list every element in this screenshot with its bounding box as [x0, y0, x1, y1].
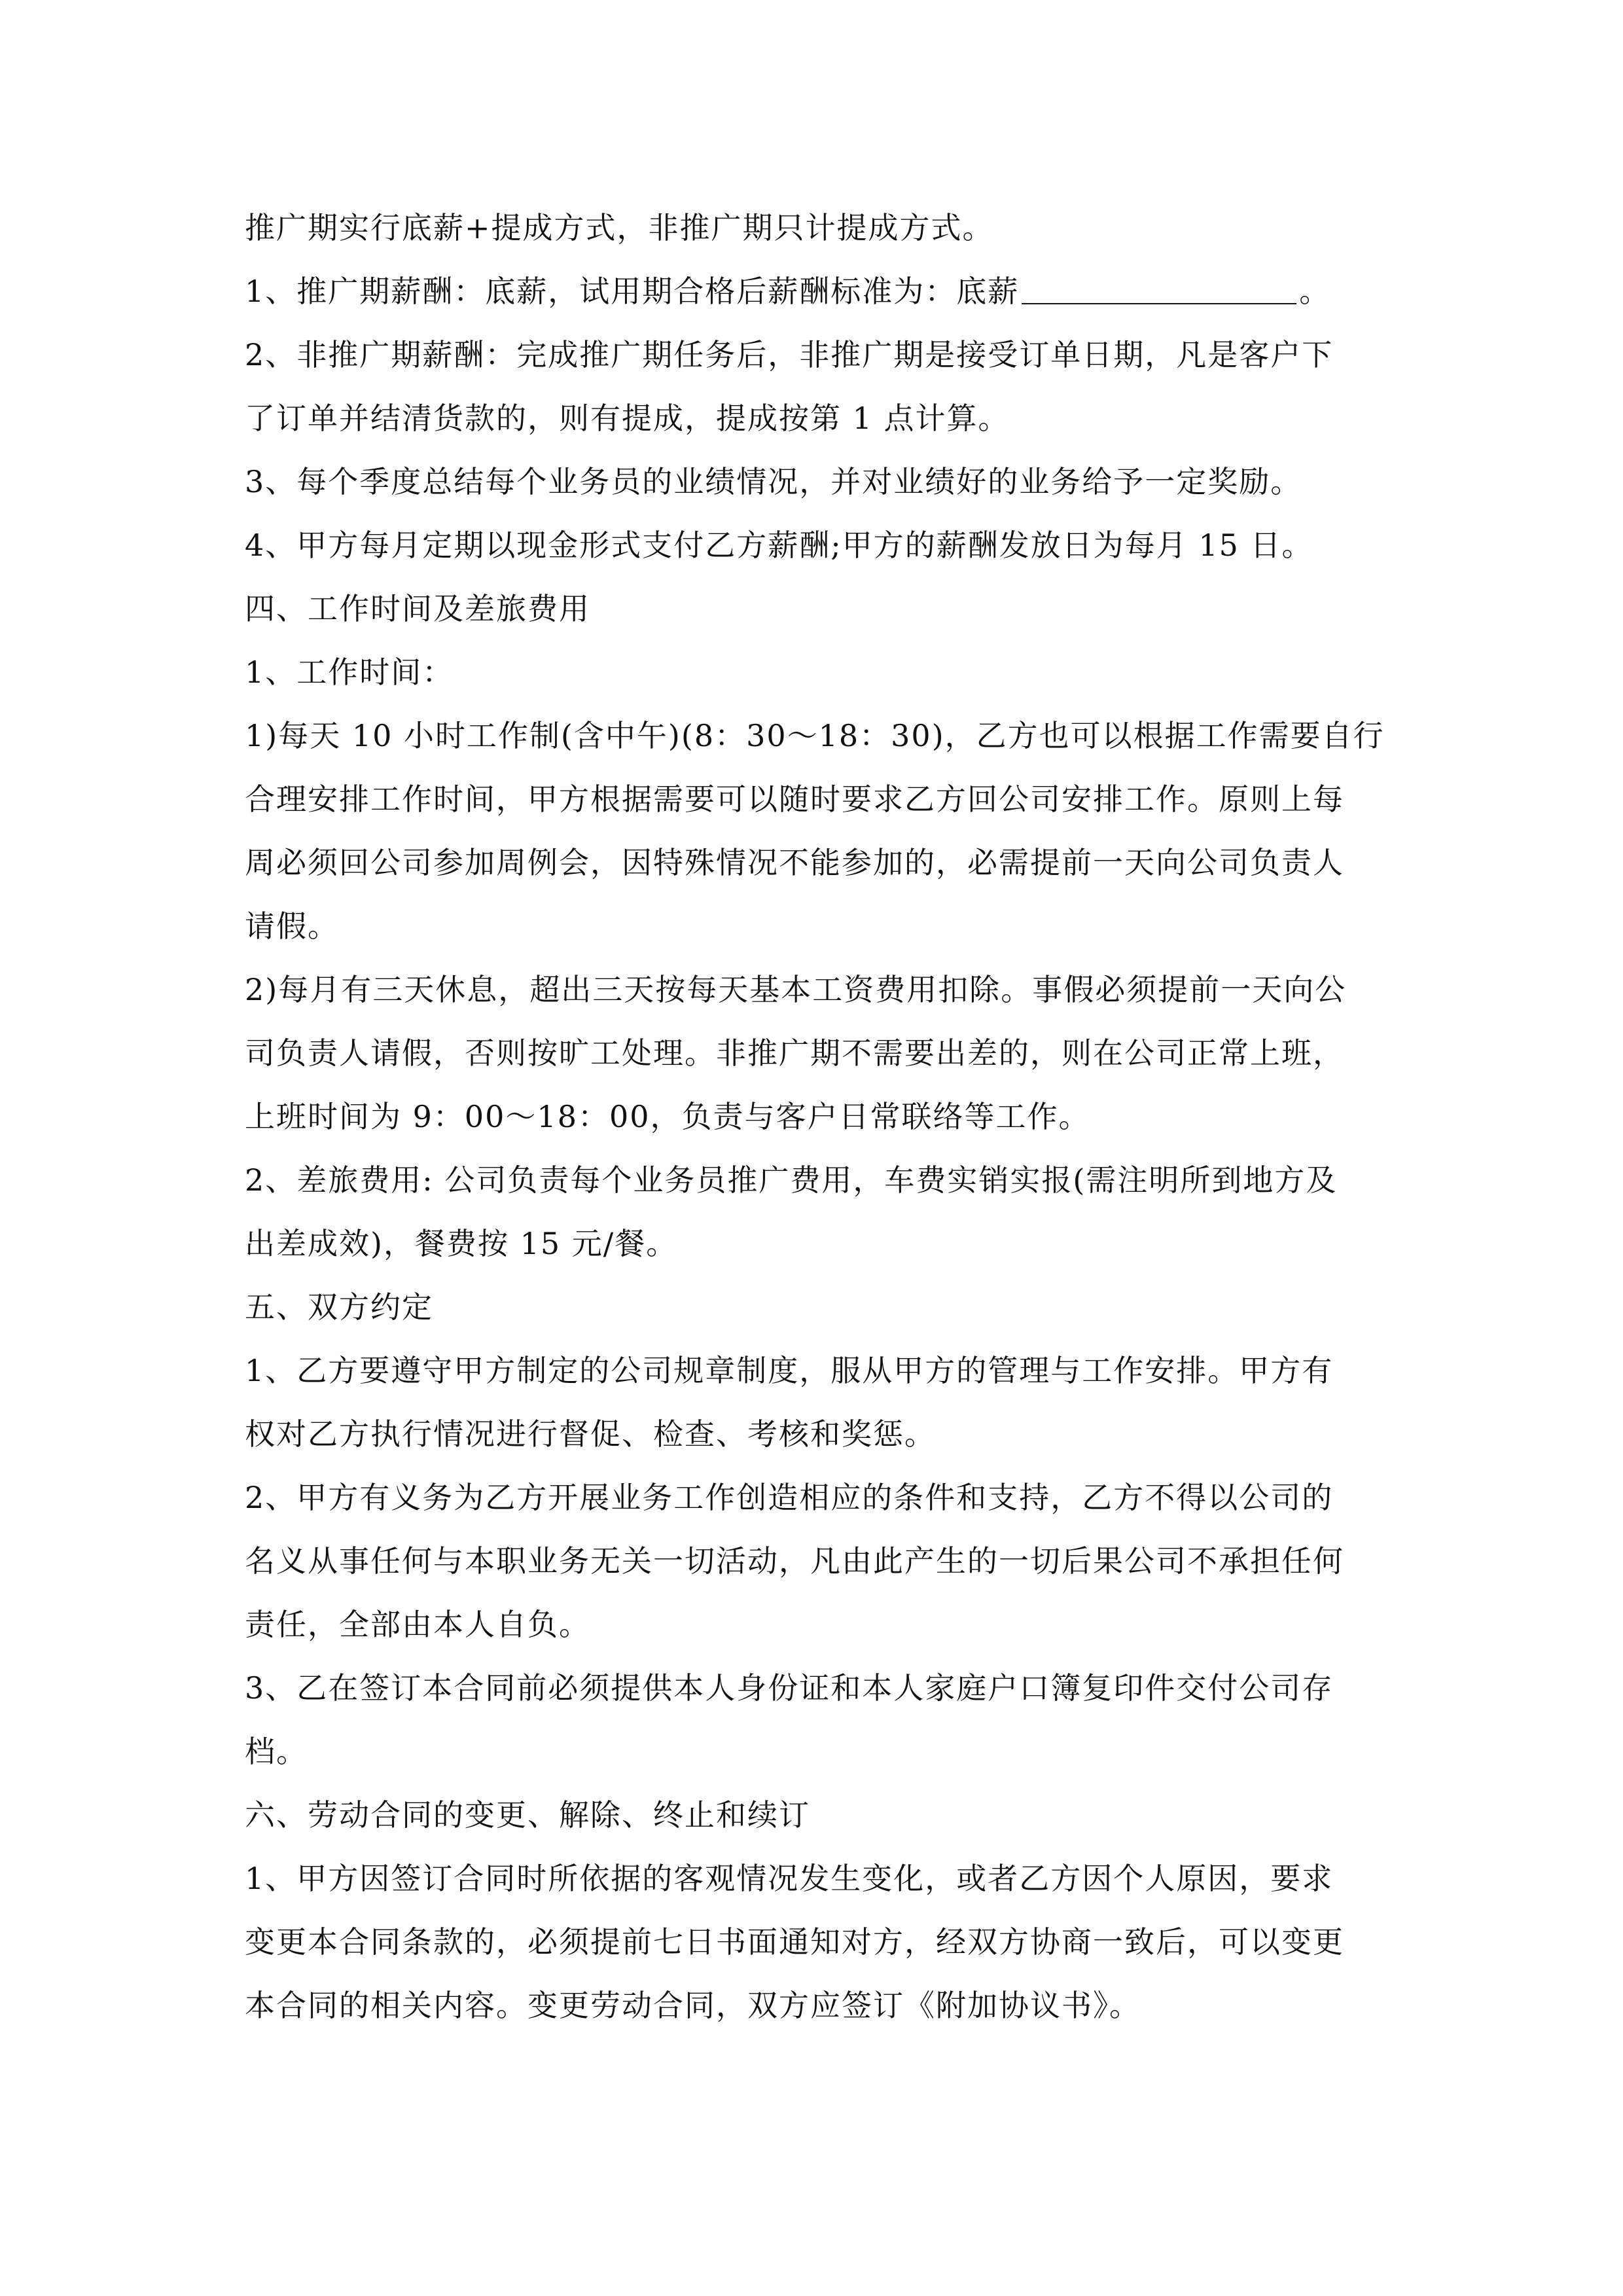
paragraph: [245, 1339, 1383, 1466]
paragraph: [245, 1466, 1383, 1657]
text-line: 了订单并结清货款的，则有提成，提成按第 1 点计算。: [245, 401, 1010, 436]
text-line: 五、双方约定: [245, 1289, 433, 1325]
text-line: 2、甲方有义务为乙方开展业务工作创造相应的条件和支持，乙方不得以公司的: [245, 1480, 1334, 1515]
text-segment: 。: [1299, 274, 1331, 309]
text-line: 司负责人请假，否则按旷工处理。非推广期不需要出差的，则在公司正常上班，: [245, 1035, 1344, 1071]
paragraph: [245, 514, 1383, 577]
fill-in-blank: [1022, 277, 1296, 304]
paragraph: [245, 1847, 1383, 2037]
text-line: 名义从事任何与本职业务无关一切活动，凡由此产生的一切后果公司不承担任何: [245, 1543, 1344, 1579]
text-line: 六、劳动合同的变更、解除、终止和续订: [245, 1797, 810, 1833]
paragraph: [245, 323, 1383, 450]
text-line: 合理安排工作时间，甲方根据需要可以随时要求乙方回公司安排工作。原则上每: [245, 781, 1344, 817]
section-heading: [245, 1784, 1383, 1847]
text-line: 2)每月有三天休息，超出三天按每天基本工资费用扣除。事假必须提前一天向公: [245, 972, 1347, 1007]
paragraph: [245, 641, 1383, 704]
text-line: 4、甲方每月定期以现金形式支付乙方薪酬;甲方的薪酬发放日为每月 15 日。: [245, 528, 1313, 563]
text-line: 1)每天 10 小时工作制(含中午)(8：30～18：30)，乙方也可以根据工作需要自行: [245, 718, 1385, 753]
paragraph: [245, 1149, 1383, 1276]
paragraph: [245, 704, 1383, 958]
text-line: 3、每个季度总结每个业务员的业绩情况，并对业绩好的业务给予一定奖励。: [245, 464, 1302, 499]
text-line: 档。: [245, 1734, 308, 1769]
text-line: 本合同的相关内容。变更劳动合同，双方应签订《附加协议书》。: [245, 1988, 1141, 2023]
section-heading: [245, 1276, 1383, 1339]
paragraph: [245, 450, 1383, 514]
text-line: 权对乙方执行情况进行督促、检查、考核和奖惩。: [245, 1416, 936, 1452]
section-heading: [245, 577, 1383, 641]
text-line: 四、工作时间及差旅费用: [245, 591, 590, 626]
paragraph: [245, 260, 1383, 323]
text-line: 责任，全部由本人自负。: [245, 1607, 590, 1642]
text-line: 3、乙在签订本合同前必须提供本人身份证和本人家庭户口簿复印件交付公司存: [245, 1670, 1334, 1706]
text-line: 2、差旅费用: 公司负责每个业务员推广费用，车费实销实报(需注明所到地方及: [245, 1162, 1338, 1198]
text-line: 2、非推广期薪酬：完成推广期任务后，非推广期是接受订单日期，凡是客户下: [245, 337, 1334, 372]
text-line: 1、甲方因签订合同时所依据的客观情况发生变化，或者乙方因个人原因，要求: [245, 1861, 1334, 1896]
text-line: 出差成效)，餐费按 15 元/餐。: [245, 1226, 678, 1261]
paragraph: [245, 1657, 1383, 1784]
text-line: 变更本合同条款的，必须提前七日书面通知对方，经双方协商一致后，可以变更: [245, 1924, 1344, 1960]
document-body: [245, 196, 1383, 2037]
text-line: 上班时间为 9：00～18：00，负责与客户日常联络等工作。: [245, 1099, 1090, 1134]
text-line: [245, 260, 1383, 323]
text-line: 请假。: [245, 908, 339, 944]
text-line: 1、乙方要遵守甲方制定的公司规章制度，服从甲方的管理与工作安排。甲方有: [245, 1353, 1334, 1388]
paragraph: [245, 196, 1383, 260]
text-line: 周必须回公司参加周例会，因特殊情况不能参加的，必需提前一天向公司负责人: [245, 845, 1344, 880]
paragraph: [245, 958, 1383, 1149]
text-line: 推广期实行底薪+提成方式，非推广期只计提成方式。: [245, 210, 994, 245]
text-line: 1、工作时间：: [245, 655, 454, 690]
text-segment: 1、推广期薪酬：底薪，试用期合格后薪酬标准为：底薪: [245, 274, 1020, 309]
